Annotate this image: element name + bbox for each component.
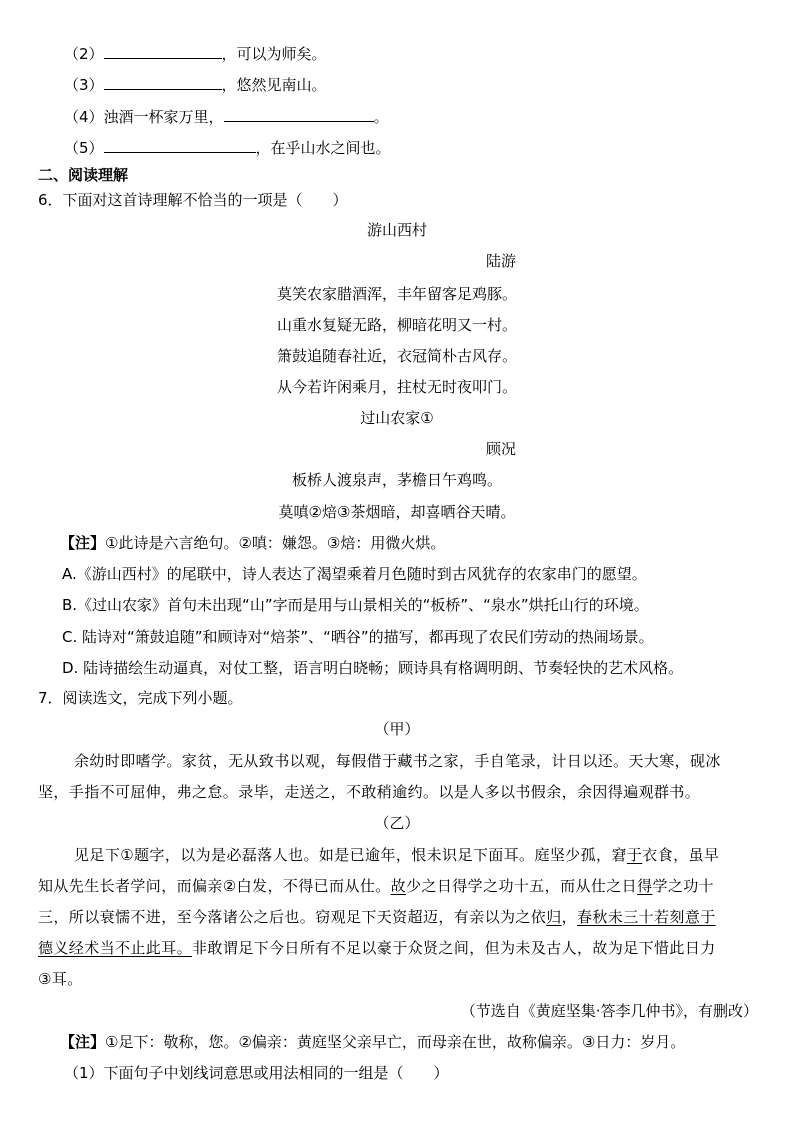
text-run: 知从先生长者学问，而偏亲②白发，不得已而从仕。 — [38, 877, 391, 895]
text-run: 少之日得学之功十五，而从仕之日 — [406, 877, 638, 895]
passage-label-yi: （乙） — [374, 814, 420, 832]
underlined-sentence: 春秋未三十若刻意于 — [577, 908, 716, 926]
item-text: ，悠然见南山。 — [221, 76, 327, 94]
text-run: 非敢谓足下今日所有不足以豪于众贤之间，但为未及古人，故为足下惜此日力 — [192, 939, 716, 957]
underlined-word: 归 — [546, 908, 562, 926]
poem-author: 陆游 — [486, 252, 517, 270]
item-text: 浊酒一杯家万里， — [103, 108, 224, 126]
note-text: ①此诗是六言绝句。②嗔：嫌怨。③焙：用微火烘。 — [105, 534, 446, 552]
passage-yi-line — [38, 907, 716, 927]
text-run: 见足下①题字，以为是必磊落人也。如是已逾年，恨未识足下面耳。庭坚少孤，窘 — [74, 846, 627, 864]
answer-blank[interactable] — [104, 138, 256, 153]
poem-line: 山重水复疑无路，柳暗花明又一村。 — [276, 316, 517, 334]
passage-jia-line: 余幼时即嗜学。家贫，无从致书以观，每假借于藏书之家，手自笔录，计日以还。天大寒，砚冰 — [74, 752, 721, 770]
text-run: 三，所以衰懦不进，至今落诸公之后也。窃观足下天资超迈，有亲以为之依 — [38, 908, 547, 926]
fill-item-3 — [64, 75, 327, 95]
answer-blank[interactable] — [224, 107, 374, 122]
question-7-stem: 7．阅读选文，完成下列小题。 — [38, 689, 243, 707]
question-7-sub-1: （1）下面句子中划线词意思或用法相同的一组是（ ） — [64, 1064, 449, 1082]
poem-line: 莫嗔②焙③茶烟暗，却喜晒谷天晴。 — [278, 503, 516, 521]
poem-line: 板桥人渡泉声，茅檐日午鸡鸣。 — [291, 471, 502, 489]
underlined-word: 故 — [390, 877, 407, 895]
option-c[interactable]: C. 陆诗对“箫鼓追随”和顾诗对“焙茶”、“晒谷”的描写，都再现了农民们劳动的热闹场景。 — [62, 628, 654, 646]
note-label: 【注】 — [60, 534, 106, 552]
passage-yi-line — [38, 938, 716, 958]
text-run: 学之功十 — [652, 877, 715, 895]
poem-title: 过山农家① — [360, 409, 434, 427]
answer-blank[interactable] — [104, 44, 222, 59]
question-6-stem: 6．下面对这首诗理解不恰当的一项是（ ） — [38, 191, 348, 209]
poem-line: 箫鼓追随春社近，衣冠简朴古风存。 — [276, 347, 517, 365]
poem-line: 莫笑农家腊酒浑，丰年留客足鸡豚。 — [276, 285, 517, 303]
fill-item-4 — [64, 107, 389, 127]
passage-yi-line — [74, 845, 719, 865]
note-label: 【注】 — [60, 1033, 106, 1051]
section-title: 二、阅读理解 — [38, 166, 129, 184]
fill-item-2 — [64, 44, 327, 64]
underlined-word: 于 — [626, 846, 643, 864]
passage-yi-line — [38, 876, 714, 896]
poem-author: 顾况 — [486, 440, 517, 458]
poem-note — [60, 533, 445, 553]
note-text: ①足下：敬称，您。②偏亲：黄庭坚父亲早亡，而母亲在世，故称偏亲。③日力：岁月。 — [105, 1033, 686, 1051]
item-number: （3） — [64, 76, 104, 94]
item-text: ，可以为师矣。 — [221, 45, 327, 63]
passage-note — [60, 1032, 685, 1052]
fill-item-5 — [64, 138, 391, 158]
option-b[interactable]: B.《过山农家》首句未出现“山”字而是用与山景相关的“板桥”、“泉水”烘托山行的环境。 — [62, 596, 649, 614]
passage-label-jia: （甲） — [374, 720, 420, 738]
underlined-word: 得 — [637, 877, 653, 895]
item-text: 。 — [373, 108, 389, 126]
option-d[interactable]: D. 陆诗描绘生动逼真，对仗工整，语言明白晓畅；顾诗具有格调明朗、节奏轻快的艺术风格。 — [62, 659, 684, 677]
answer-blank[interactable] — [104, 75, 222, 90]
text-run: 衣食，虽早 — [642, 846, 720, 864]
passage-yi-line: ③耳。 — [38, 970, 83, 988]
passage-jia-line: 坚，手指不可屈伸，弗之怠。录毕，走送之，不敢稍逾约。以是人多以书假余，余因得遍观群书。 — [38, 783, 701, 801]
item-number: （5） — [64, 139, 104, 157]
item-number: （2） — [64, 45, 104, 63]
passage-source: （节选自《黄庭坚集·答李几仲书》，有删改） — [460, 1002, 758, 1020]
item-text: ，在乎山水之间也。 — [255, 139, 391, 157]
poem-title: 游山西村 — [366, 221, 427, 239]
underlined-sentence: 德义经术当不止此耳。 — [38, 939, 193, 957]
poem-line: 从今若许闲乘月，拄杖无时夜叩门。 — [276, 378, 517, 396]
option-a[interactable]: A.《游山西村》的尾联中，诗人表达了渴望乘着月色随时到古风犹存的农家串门的愿望。 — [62, 565, 647, 583]
item-number: （4） — [64, 108, 104, 126]
text-run: ， — [561, 908, 578, 926]
